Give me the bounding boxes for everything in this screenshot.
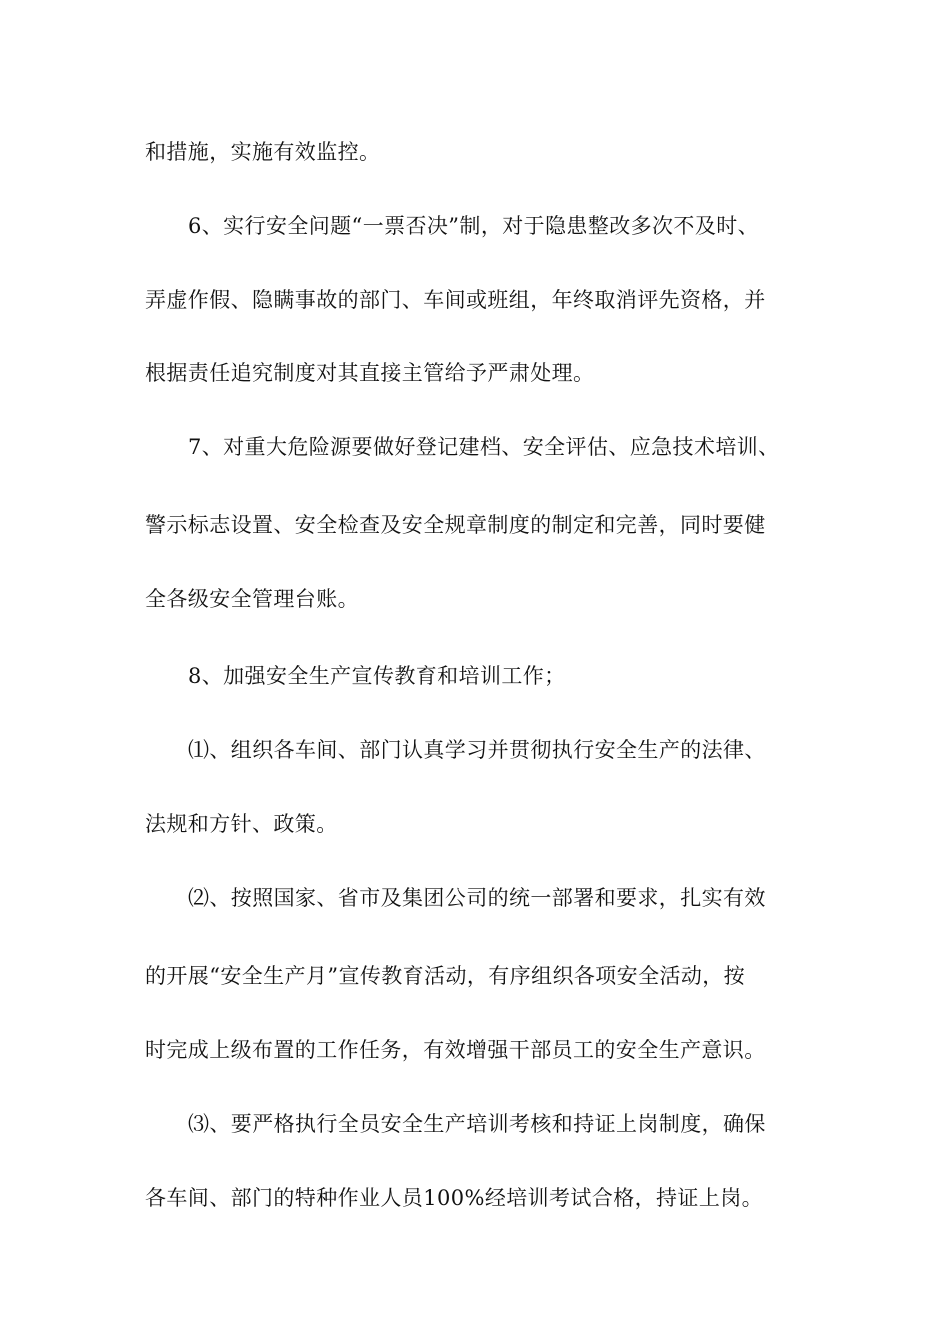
text-line: 的开展“安全生产月”宣传教育活动，有序组织各项安全活动，按 [145,964,746,988]
text-line: 8、加强安全生产宣传教育和培训工作； [188,664,566,688]
text-line: ⑶、要严格执行全员安全生产培训考核和持证上岗制度，确保 [188,1112,766,1136]
text-line: 和措施，实施有效监控。 [145,140,381,164]
text-line: 时完成上级布置的工作任务，有效增强干部员工的安全生产意识。 [145,1038,766,1062]
text-line: 6、实行安全问题“一票否决”制，对于隐患整改多次不及时、 [188,214,760,238]
text-line: ⑴、组织各车间、部门认真学习并贯彻执行安全生产的法律、 [188,738,766,762]
text-line: ⑵、按照国家、省市及集团公司的统一部署和要求，扎实有效 [188,886,766,910]
text-line: 7、对重大危险源要做好登记建档、安全评估、应急技术培训、 [188,435,780,459]
text-line: 警示标志设置、安全检查及安全规章制度的制定和完善，同时要健 [145,513,766,537]
text-line: 全各级安全管理台账。 [145,587,359,611]
text-line: 弄虚作假、隐瞒事故的部门、车间或班组，年终取消评先资格，并 [145,288,766,312]
text-line: 各车间、部门的特种作业人员100%经培训考试合格，持证上岗。 [145,1186,764,1210]
text-line: 根据责任追究制度对其直接主管给予严肃处理。 [145,361,595,385]
text-line: 法规和方针、政策。 [145,812,338,836]
